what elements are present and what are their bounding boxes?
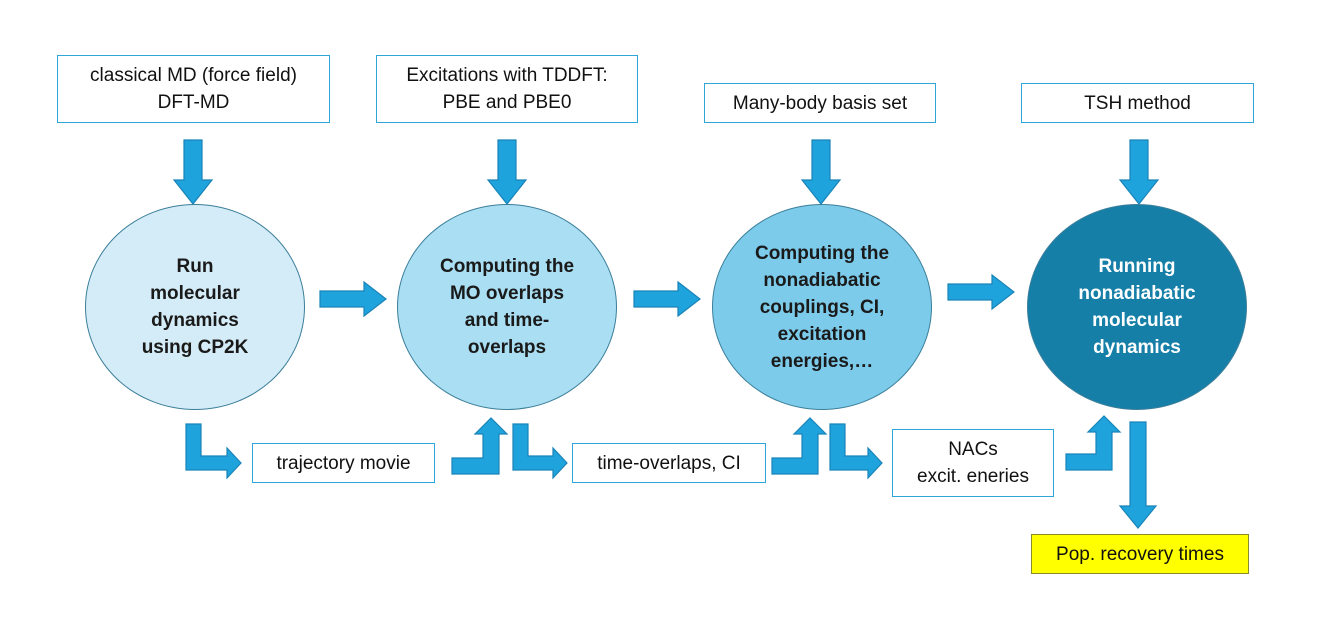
input-box-tddft [376,55,638,123]
bent-arrow-step1-to-trajectory [186,424,241,478]
input-tddft-line2: PBE and PBE0 [442,92,572,113]
step1-line1: Run [176,256,214,277]
down-arrow-2 [488,140,526,204]
step4-line3: molecular [1092,310,1182,331]
input-box-md [57,55,330,123]
input-manybody-label: Many-body basis set [732,92,908,114]
step1-line4: using CP2K [141,337,249,358]
input-box-tsh [1021,83,1254,123]
output-nacs-line1: NACs [948,439,998,460]
bent-arrow-timeoverlaps-to-step3 [772,418,826,474]
output-box-trajectory [252,443,435,483]
down-arrow-4 [1120,140,1158,204]
step-nonadiabatic-couplings [712,204,932,410]
output-trajectory-label: trajectory movie [276,452,411,474]
step4-line1: Running [1098,256,1176,277]
input-box-manybody [704,83,936,123]
input-tsh-label: TSH method [1084,92,1191,114]
step3-line3: couplings, CI, [759,296,885,318]
step1-line2: molecular [150,283,240,304]
input-md-line1: classical MD (force field) [90,65,297,86]
step4-line4: dynamics [1093,337,1181,358]
step-mo-overlaps [397,204,617,410]
output-box-nacs [892,429,1054,497]
output-box-timeoverlaps [572,443,766,483]
step3-line2: nonadiabatic [763,269,881,291]
input-tddft-line1: Excitations with TDDFT: [406,65,608,86]
step2-line1: Computing the [439,256,575,277]
down-arrow-to-result [1120,422,1156,528]
step3-line4: excitation [777,323,867,345]
step2-line4: overlaps [467,337,547,358]
right-arrow-3 [948,275,1014,309]
down-arrow-1 [174,140,212,204]
right-arrow-1 [320,282,386,316]
bent-arrow-trajectory-to-step2 [452,418,507,474]
bent-arrow-nacs-to-step4 [1066,416,1120,470]
step2-line2: MO overlaps [449,283,565,304]
step-run-md [85,204,305,410]
step3-line5: energies,… [770,350,874,372]
step-running-namd [1027,204,1247,410]
step4-line2: nonadiabatic [1078,283,1196,304]
output-nacs-line2: excit. eneries [917,466,1029,487]
down-arrow-3 [802,140,840,204]
step3-line1: Computing the [754,242,890,264]
step1-line3: dynamics [151,310,239,331]
result-label: Pop. recovery times [1056,543,1224,565]
bent-arrow-step3-to-nacs [830,424,882,478]
result-box-pop-recovery [1031,534,1249,574]
right-arrow-2 [634,282,700,316]
input-md-line2: DFT-MD [157,92,230,113]
bent-arrow-step2-to-timeoverlaps [513,424,567,478]
step2-line3: and time- [464,310,550,331]
output-timeoverlaps-label: time-overlaps, CI [597,452,741,474]
